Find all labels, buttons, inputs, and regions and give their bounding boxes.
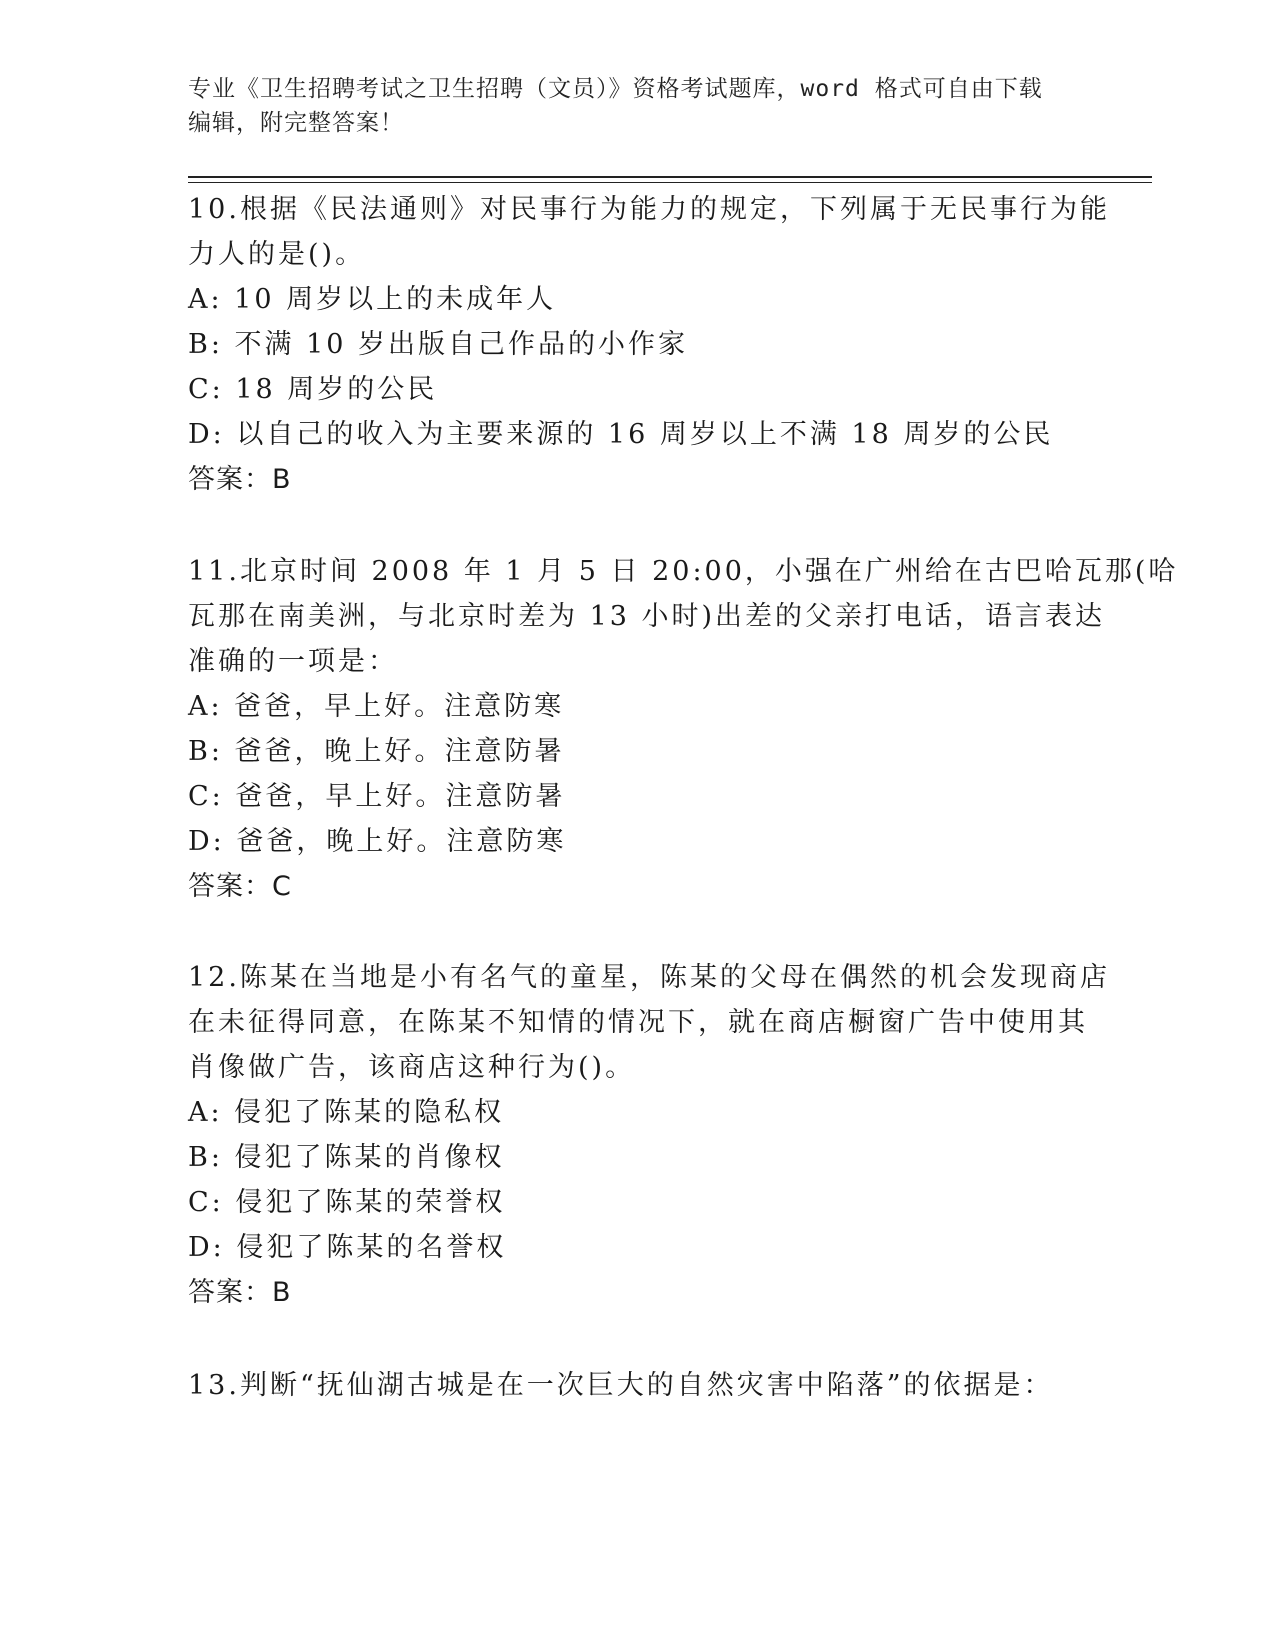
option-b: B: 爸爸，晚上好。注意防暑 [188, 736, 565, 767]
question-10 [188, 187, 1110, 502]
option-d: D: 爸爸，晚上好。注意防寒 [188, 826, 567, 857]
header-line-1: 专业《卫生招聘考试之卫生招聘（文员）》资格考试题库，word 格式可自由下载 [188, 76, 1043, 102]
answer-line: 答案：B [188, 1277, 292, 1308]
question-stem-line: 准确的一项是： [188, 646, 398, 677]
header-line-2: 编辑，附完整答案！ [188, 110, 404, 136]
option-c: C: 爸爸，早上好。注意防暑 [188, 781, 566, 812]
option-a: A: 10 周岁以上的未成年人 [188, 284, 557, 315]
option-c: C: 18 周岁的公民 [188, 374, 438, 405]
question-stem-line: 肖像做广告，该商店这种行为()。 [188, 1052, 636, 1083]
question-stem-line: 10.根据《民法通则》对民事行为能力的规定，下列属于无民事行为能 [188, 194, 1110, 225]
question-stem-line: 12.陈某在当地是小有名气的童星，陈某的父母在偶然的机会发现商店 [188, 962, 1110, 993]
answer-line: 答案：C [188, 871, 292, 902]
option-b: B: 不满 10 岁出版自己作品的小作家 [188, 329, 689, 360]
answer-line: 答案：B [188, 464, 292, 495]
header-divider-thick [188, 176, 1152, 178]
question-13 [188, 1363, 1078, 1408]
option-d: D: 侵犯了陈某的名誉权 [188, 1232, 507, 1263]
document-header [188, 72, 1068, 140]
option-a: A: 侵犯了陈某的隐私权 [188, 1097, 505, 1128]
question-12 [188, 955, 1110, 1315]
question-stem-line: 11.北京时间 2008 年 1 月 5 日 20:00，小强在广州给在古巴哈瓦那(哈 [188, 556, 1179, 587]
header-divider-thin [188, 182, 1152, 183]
option-b: B: 侵犯了陈某的肖像权 [188, 1142, 505, 1173]
question-stem-line: 力人的是()。 [188, 239, 366, 270]
option-a: A: 爸爸，早上好。注意防寒 [188, 691, 565, 722]
option-d: D: 以自己的收入为主要来源的 16 周岁以上不满 18 周岁的公民 [188, 419, 1054, 450]
question-stem-line: 瓦那在南美洲，与北京时差为 13 小时)出差的父亲打电话，语言表达 [188, 601, 1106, 632]
question-11 [188, 549, 1179, 909]
option-c: C: 侵犯了陈某的荣誉权 [188, 1187, 506, 1218]
question-stem-line: 13.判断“抚仙湖古城是在一次巨大的自然灾害中陷落”的依据是： [188, 1370, 1054, 1401]
question-stem-line: 在未征得同意，在陈某不知情的情况下，就在商店橱窗广告中使用其 [188, 1007, 1088, 1038]
